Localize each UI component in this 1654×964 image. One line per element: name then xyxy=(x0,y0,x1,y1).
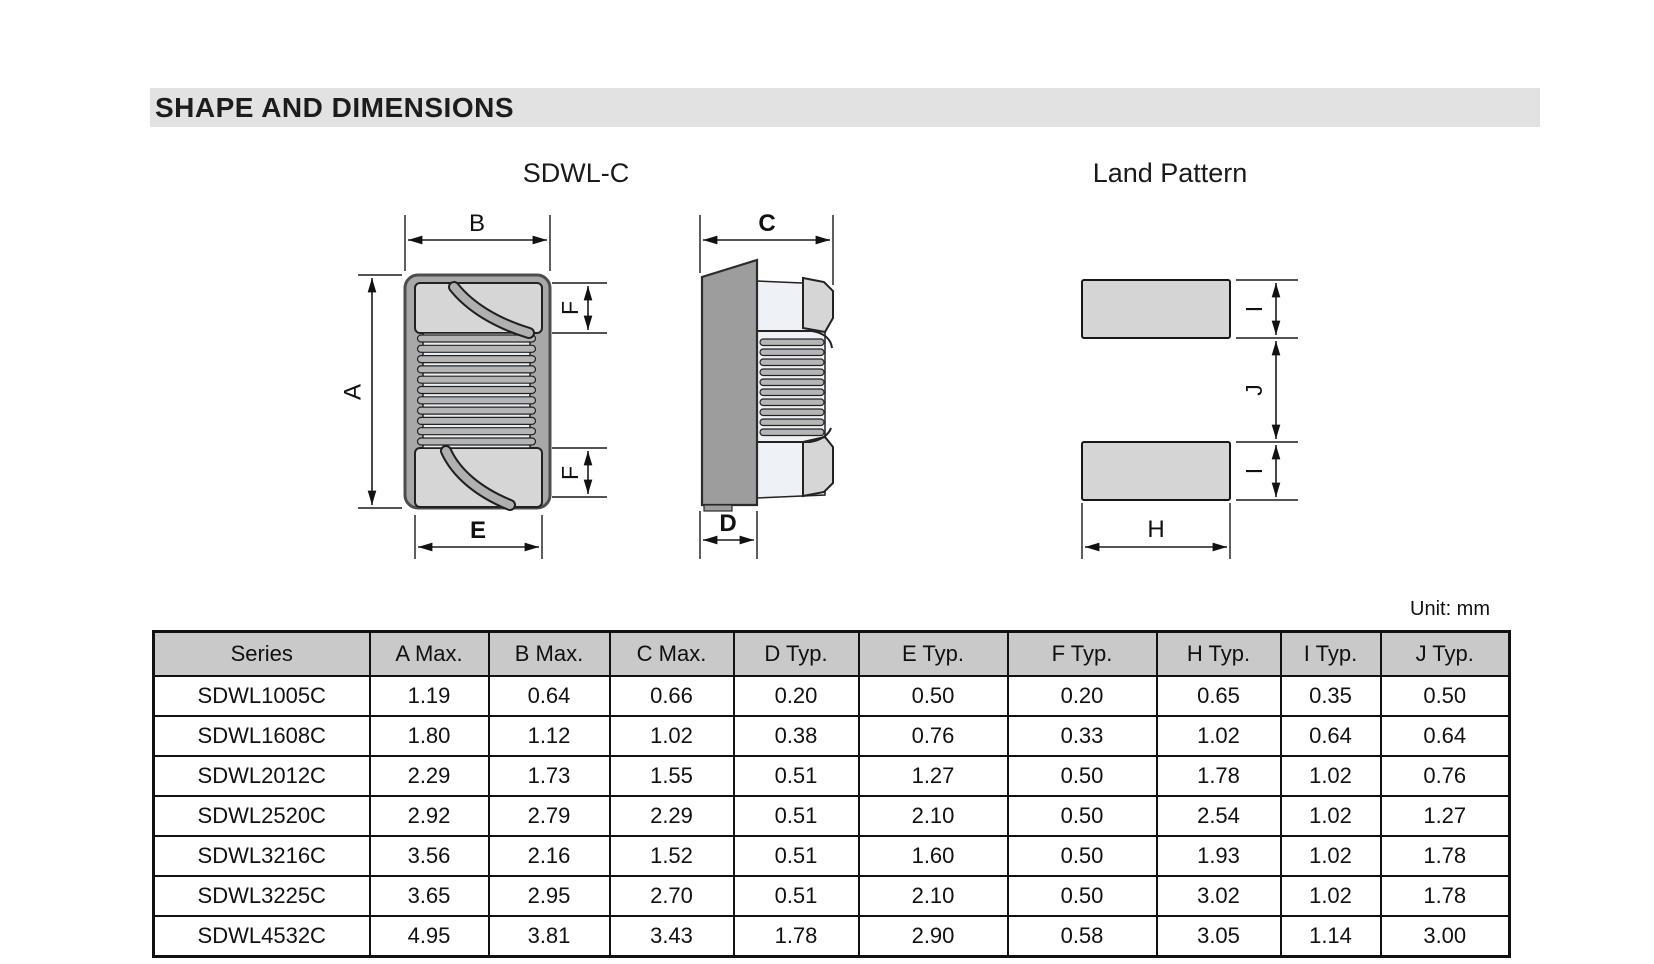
value-cell: 0.33 xyxy=(1008,716,1157,756)
value-cell: 1.02 xyxy=(610,716,734,756)
table-row xyxy=(154,876,1510,916)
value-cell: 2.90 xyxy=(859,916,1008,957)
value-cell: 0.65 xyxy=(1157,676,1281,716)
dim-label-h: H xyxy=(1147,516,1165,543)
value-cell: 0.20 xyxy=(1008,676,1157,716)
series-cell: SDWL3216C xyxy=(154,836,370,876)
value-cell: 3.02 xyxy=(1157,876,1281,916)
value-cell: 3.00 xyxy=(1381,916,1510,957)
header-cell-series: Series xyxy=(154,632,370,677)
land-pad-top xyxy=(1082,280,1230,338)
value-cell: 3.43 xyxy=(610,916,734,957)
land-pattern-drawing xyxy=(1082,280,1298,559)
value-cell: 1.52 xyxy=(610,836,734,876)
dim-label-b: B xyxy=(468,210,486,237)
value-cell: 2.29 xyxy=(370,756,489,796)
value-cell: 0.51 xyxy=(734,796,859,836)
table-row xyxy=(154,796,1510,836)
coil-winding-front xyxy=(418,335,536,445)
value-cell: 1.27 xyxy=(859,756,1008,796)
header-cell-f: F Typ. xyxy=(1008,632,1157,677)
value-cell: 1.78 xyxy=(1381,836,1510,876)
dim-label-i-top: I xyxy=(1241,305,1267,313)
side-view-drawing xyxy=(700,210,833,559)
front-view-drawing xyxy=(340,210,608,559)
value-cell: 1.27 xyxy=(1381,796,1510,836)
value-cell: 1.73 xyxy=(489,756,610,796)
dimension-drawings xyxy=(320,185,1430,577)
value-cell: 0.50 xyxy=(1008,876,1157,916)
value-cell: 1.14 xyxy=(1281,916,1381,957)
value-cell: 0.58 xyxy=(1008,916,1157,957)
value-cell: 1.93 xyxy=(1157,836,1281,876)
value-cell: 3.56 xyxy=(370,836,489,876)
value-cell: 0.76 xyxy=(859,716,1008,756)
header-cell-c: C Max. xyxy=(610,632,734,677)
section-title: SHAPE AND DIMENSIONS xyxy=(155,91,515,123)
table-row xyxy=(154,756,1510,796)
value-cell: 2.92 xyxy=(370,796,489,836)
value-cell: 2.70 xyxy=(610,876,734,916)
value-cell: 0.50 xyxy=(859,676,1008,716)
value-cell: 1.80 xyxy=(370,716,489,756)
series-cell: SDWL4532C xyxy=(154,916,370,957)
dim-label-f-bottom: F xyxy=(557,465,583,481)
value-cell: 2.95 xyxy=(489,876,610,916)
value-cell: 3.81 xyxy=(489,916,610,957)
series-cell: SDWL3225C xyxy=(154,876,370,916)
value-cell: 0.64 xyxy=(489,676,610,716)
table-row xyxy=(154,676,1510,716)
value-cell: 2.10 xyxy=(859,876,1008,916)
value-cell: 1.12 xyxy=(489,716,610,756)
value-cell: 2.10 xyxy=(859,796,1008,836)
header-cell-j: J Typ. xyxy=(1381,632,1510,677)
value-cell: 4.95 xyxy=(370,916,489,957)
value-cell: 1.02 xyxy=(1281,876,1381,916)
dim-label-f-top: F xyxy=(557,300,583,316)
header-cell-b: B Max. xyxy=(489,632,610,677)
value-cell: 0.35 xyxy=(1281,676,1381,716)
table-row xyxy=(154,916,1510,957)
value-cell: 1.55 xyxy=(610,756,734,796)
value-cell: 1.60 xyxy=(859,836,1008,876)
value-cell: 0.50 xyxy=(1008,836,1157,876)
value-cell: 0.50 xyxy=(1008,796,1157,836)
header-cell-d: D Typ. xyxy=(734,632,859,677)
value-cell: 1.02 xyxy=(1157,716,1281,756)
header-cell-a: A Max. xyxy=(370,632,489,677)
value-cell: 2.79 xyxy=(489,796,610,836)
product-title: SDWL-C xyxy=(522,158,630,188)
dim-label-j: J xyxy=(1241,384,1267,396)
value-cell: 0.76 xyxy=(1381,756,1510,796)
section-header-bar xyxy=(150,88,1540,127)
value-cell: 0.38 xyxy=(734,716,859,756)
value-cell: 0.51 xyxy=(734,756,859,796)
value-cell: 0.51 xyxy=(734,876,859,916)
dim-label-d: D xyxy=(719,510,737,537)
value-cell: 1.02 xyxy=(1281,796,1381,836)
value-cell: 1.19 xyxy=(370,676,489,716)
series-cell: SDWL2012C xyxy=(154,756,370,796)
dim-label-c: C xyxy=(758,210,776,237)
value-cell: 1.78 xyxy=(734,916,859,957)
value-cell: 0.66 xyxy=(610,676,734,716)
header-cell-h: H Typ. xyxy=(1157,632,1281,677)
dim-label-e: E xyxy=(469,517,487,544)
value-cell: 3.05 xyxy=(1157,916,1281,957)
dim-label-a: A xyxy=(339,383,367,401)
table-row xyxy=(154,716,1510,756)
value-cell: 1.02 xyxy=(1281,836,1381,876)
header-cell-e: E Typ. xyxy=(859,632,1008,677)
value-cell: 0.64 xyxy=(1281,716,1381,756)
value-cell: 0.50 xyxy=(1381,676,1510,716)
value-cell: 2.29 xyxy=(610,796,734,836)
value-cell: 0.64 xyxy=(1381,716,1510,756)
table-header-row xyxy=(154,632,1510,677)
value-cell: 3.65 xyxy=(370,876,489,916)
value-cell: 1.78 xyxy=(1381,876,1510,916)
value-cell: 2.16 xyxy=(489,836,610,876)
dimensions-table xyxy=(152,630,1511,958)
unit-note: Unit: mm xyxy=(1410,598,1490,620)
series-cell: SDWL2520C xyxy=(154,796,370,836)
dim-label-i-bottom: I xyxy=(1241,467,1267,475)
value-cell: 2.54 xyxy=(1157,796,1281,836)
value-cell: 0.20 xyxy=(734,676,859,716)
series-cell: SDWL1608C xyxy=(154,716,370,756)
value-cell: 0.51 xyxy=(734,836,859,876)
land-pad-bottom xyxy=(1082,442,1230,500)
value-cell: 0.50 xyxy=(1008,756,1157,796)
table-row xyxy=(154,836,1510,876)
value-cell: 1.78 xyxy=(1157,756,1281,796)
value-cell: 1.02 xyxy=(1281,756,1381,796)
land-pattern-title: Land Pattern xyxy=(1092,158,1248,188)
series-cell: SDWL1005C xyxy=(154,676,370,716)
header-cell-i: I Typ. xyxy=(1281,632,1381,677)
